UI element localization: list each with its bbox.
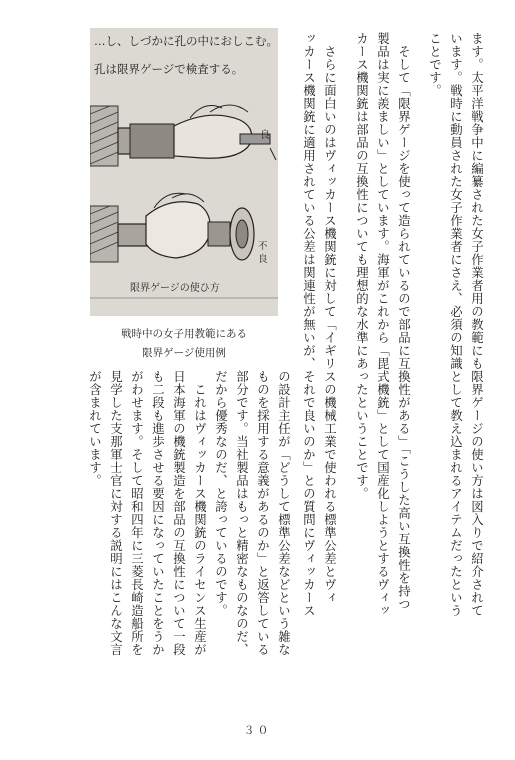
- figure-heading-line: …し、しづかに孔の中におしこむ。: [94, 34, 278, 48]
- body-column: そして「限界ゲージを使って造られているので部品に互換性がある」「こうした高い互換性を持つ: [396, 32, 412, 611]
- figure-usage-caption: 限界ゲージの使ひ方: [130, 283, 220, 294]
- body-column: だから優秀なのだ、と誇っているのです。: [213, 370, 229, 617]
- not-good-label: 良: [258, 254, 268, 265]
- body-column: これはヴィッカース機関銃のライセンス生産が: [192, 370, 208, 656]
- figure-heading-line: 孔は限界ゲージで検査する。: [94, 62, 244, 76]
- body-column: 部分です。当社製品はもっと精密なものなのだ、: [234, 370, 250, 656]
- body-column: ます。太平洋戦争中に編纂された女子作業者用の教範にも限界ゲージの使い方は図入りで紹介されて: [469, 32, 485, 617]
- body-column: います。戦時に動員された女子作業者にさえ、必須の知識として教え込まれるアイテムだったという: [448, 32, 464, 617]
- body-column: も二段も進歩させる要因になっていたことをうか: [150, 370, 166, 656]
- figure-caption-line-1: 戦時中の女子用教範にある: [121, 328, 247, 340]
- manual-illustration: [90, 28, 278, 316]
- gauge-usage-drawing: [90, 28, 278, 316]
- body-column: ものを採用する意義があるのか」と返答している: [255, 370, 271, 656]
- not-good-label: 不: [258, 241, 268, 252]
- body-column: ことです。: [427, 32, 443, 97]
- body-column: さらに面白いのはヴィッカース機関銃に対して「イギリスの機械工業で使われる標準公差とヴィ: [322, 32, 338, 604]
- body-column: がわせます。そして昭和四年に三菱長崎造船所を: [129, 370, 145, 656]
- body-column: 日本海軍の機銃製造を部品の互換性について一段: [171, 370, 187, 656]
- body-column: ッカース機関銃に適用されている公差は関連性が無いが、それで良いのか」との質問にヴィッカース: [301, 32, 317, 617]
- page-number: ３０: [243, 724, 272, 737]
- body-column: 見学した支那軍士官に対する説明にはこんな文言: [108, 370, 124, 656]
- figure-caption-line-2: 限界ゲージ使用例: [142, 347, 226, 359]
- good-label: 良: [260, 130, 270, 141]
- body-column: 製品は実に羨ましい」としています。海軍がこれから「毘式機銃」として国産化しようとするヴィッ: [375, 32, 391, 617]
- body-column: の設計主任が「どうして標準公差などという雑な: [276, 370, 292, 656]
- body-column: カース機関銃は部品の互換性についても理想的な水準にあったということです。: [354, 32, 370, 500]
- body-column: が含まれています。: [87, 370, 103, 487]
